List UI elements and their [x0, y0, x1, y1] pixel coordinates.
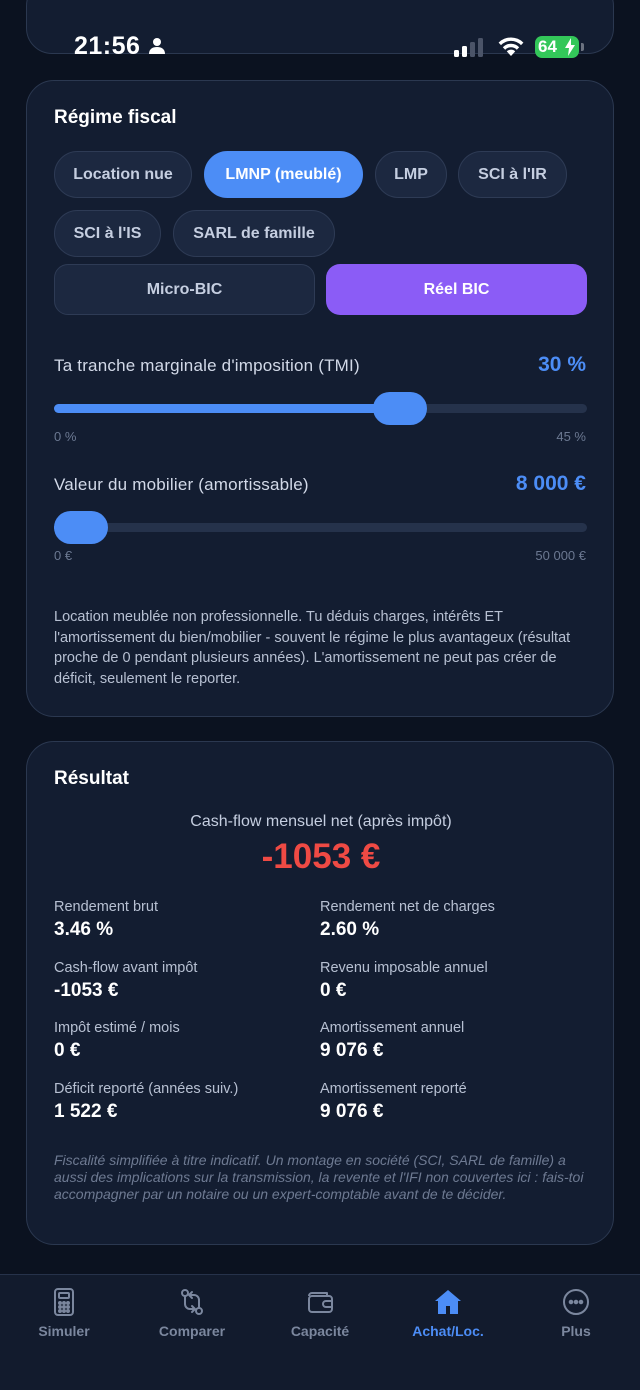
- cashflow-value: -1053 €: [261, 837, 381, 876]
- home-icon: [433, 1287, 463, 1317]
- mobilier-slider-thumb[interactable]: [54, 511, 108, 544]
- wifi-icon: [497, 35, 525, 57]
- stat-cashflow-avant-impot: [54, 960, 314, 1002]
- stat-amortissement-reporte: [320, 1081, 580, 1123]
- chip-lmnp[interactable]: LMNP (meublé): [204, 151, 363, 198]
- chip-lmp[interactable]: LMP: [375, 151, 447, 198]
- cellular-signal-icon: [454, 38, 486, 57]
- tmi-label: Ta tranche marginale d'imposition (TMI): [54, 356, 360, 375]
- tmi-max: 45 %: [556, 429, 586, 444]
- stat-value: -1053 €: [54, 980, 119, 1001]
- mobilier-label: Valeur du mobilier (amortissable): [54, 475, 309, 494]
- chip-location-nue[interactable]: Location nue: [54, 151, 192, 198]
- tmi-slider[interactable]: [54, 404, 587, 413]
- regime-fiscal-card: [26, 80, 614, 717]
- more-circle-icon: [561, 1287, 591, 1317]
- tab-comparer[interactable]: [128, 1287, 256, 1339]
- stat-value: 1 522 €: [54, 1101, 118, 1122]
- stat-value: 0 €: [54, 1040, 81, 1061]
- stat-revenu-imposable: [320, 960, 580, 1002]
- stat-label: Cash-flow avant impôt: [54, 960, 198, 976]
- chip-sci-ir[interactable]: SCI à l'IR: [458, 151, 567, 198]
- tab-plus[interactable]: [512, 1287, 640, 1339]
- tab-label: Plus: [561, 1323, 591, 1339]
- tab-capacite[interactable]: [256, 1287, 384, 1339]
- mobilier-slider[interactable]: [54, 523, 587, 532]
- cashflow-label: Cash-flow mensuel net (après impôt): [190, 813, 452, 830]
- chip-sarl-famille[interactable]: SARL de famille: [173, 210, 335, 257]
- tab-label: Simuler: [38, 1323, 90, 1339]
- tmi-slider-thumb[interactable]: [373, 392, 427, 425]
- mobilier-max: 50 000 €: [535, 548, 586, 563]
- compare-arrows-icon: [177, 1287, 207, 1317]
- stat-label: Amortissement annuel: [320, 1020, 465, 1036]
- stat-rendement-net: [320, 899, 580, 941]
- charging-bolt-icon: [565, 38, 575, 56]
- resultat-title: Résultat: [54, 768, 129, 789]
- status-bar: [0, 24, 640, 72]
- tmi-value: 30 %: [538, 353, 586, 376]
- stat-value: 9 076 €: [320, 1101, 384, 1122]
- tmi-min: 0 %: [54, 429, 77, 444]
- tmi-slider-fill: [54, 404, 400, 413]
- mobilier-value: 8 000 €: [515, 472, 586, 495]
- stat-label: Revenu imposable annuel: [320, 960, 488, 976]
- battery-level: 64: [538, 37, 557, 56]
- chip-sci-is[interactable]: SCI à l'IS: [54, 210, 161, 257]
- regime-title: Régime fiscal: [54, 107, 177, 128]
- calculator-icon: [49, 1287, 79, 1317]
- tab-achat-loc[interactable]: [384, 1287, 512, 1339]
- person-icon: [148, 37, 166, 55]
- stat-impot-mois: [54, 1020, 314, 1062]
- status-time: 21:56: [74, 32, 141, 60]
- tab-simuler[interactable]: [0, 1287, 128, 1339]
- wallet-icon: [305, 1287, 335, 1317]
- stat-value: 2.60 %: [320, 919, 380, 940]
- disclaimer-note: Fiscalité simplifiée à titre indicatif. Un montage en société (SCI, SARL de famille) a aussi des implications sur la transmission, la revente et l'IFI non couvertes ici : fais-toi accompagner par un notaire ou un expert-comptable avant de te décider.: [54, 1152, 584, 1202]
- stat-rendement-brut: [54, 899, 314, 941]
- stat-label: Rendement brut: [54, 899, 158, 915]
- stat-deficit-reporte: [54, 1081, 314, 1123]
- stat-label: Rendement net de charges: [320, 899, 495, 915]
- tab-label: Comparer: [158, 1323, 226, 1339]
- segment-micro-bic[interactable]: Micro-BIC: [54, 264, 315, 315]
- resultat-card: [26, 741, 614, 1245]
- stat-value: 3.46 %: [54, 919, 114, 940]
- segment-reel-bic[interactable]: Réel BIC: [326, 264, 587, 315]
- stat-value: 0 €: [320, 980, 347, 1001]
- tab-bar: [0, 1274, 640, 1390]
- stat-label: Amortissement reporté: [320, 1081, 467, 1097]
- tab-label: Achat/Loc.: [412, 1323, 484, 1339]
- stat-amortissement-annuel: [320, 1020, 580, 1062]
- regime-description: Location meublée non professionnelle. Tu déduis charges, intérêts ET l'amortissement du bien/mobilier - souvent le régime le plus avantageux (résultat proche de 0 pendant plusieurs années). L'amortissement ne peut pas créer de déficit, seulement le reporter.: [54, 609, 571, 687]
- battery-indicator: [535, 36, 579, 58]
- stat-label: Impôt estimé / mois: [54, 1020, 180, 1036]
- stat-value: 9 076 €: [320, 1040, 384, 1061]
- tab-label: Capacité: [290, 1323, 350, 1339]
- mobilier-min: 0 €: [54, 548, 73, 563]
- stat-label: Déficit reporté (années suiv.): [54, 1081, 239, 1097]
